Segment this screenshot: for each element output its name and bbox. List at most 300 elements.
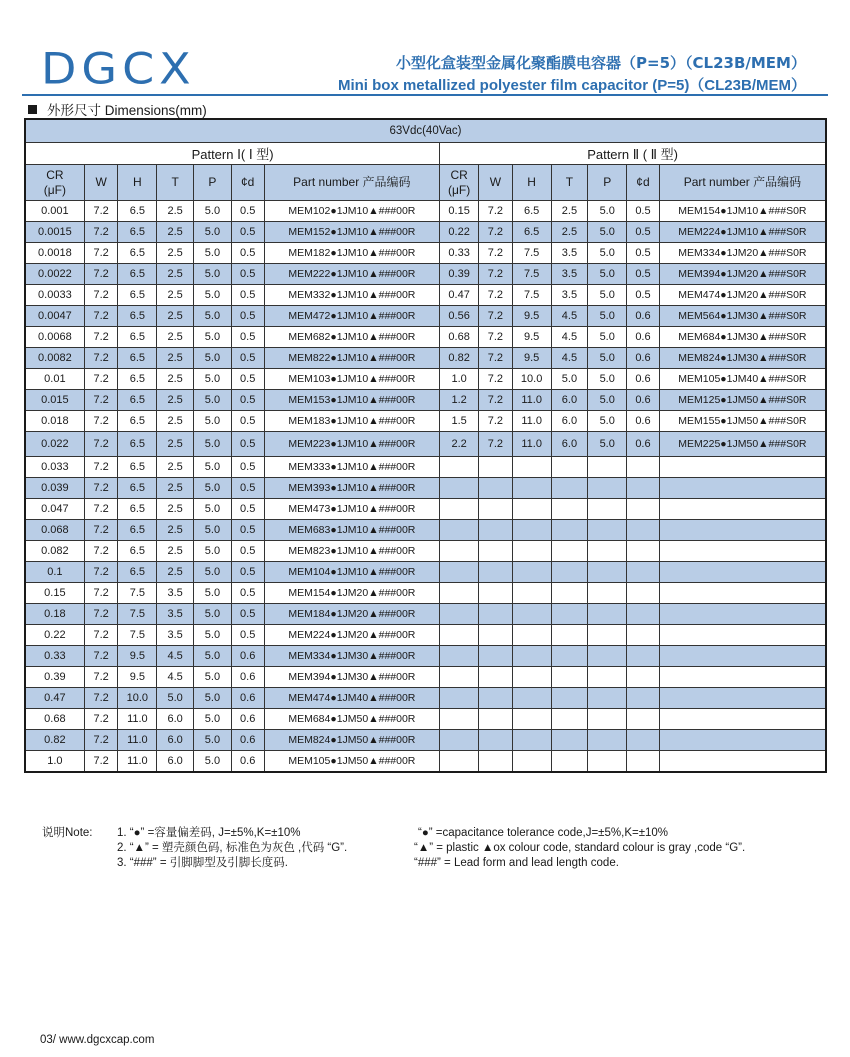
table-cell <box>551 520 588 541</box>
header-divider <box>22 94 828 96</box>
table-cell: 7.2 <box>84 348 118 369</box>
part-number-cell <box>659 709 826 730</box>
page-title-chinese: 小型化盒装型金属化聚酯膜电容器（P=5）（CL23B/MEM） <box>396 54 806 72</box>
table-cell: 11.0 <box>512 411 551 432</box>
table-cell <box>479 604 513 625</box>
table-cell: 5.0 <box>588 369 627 390</box>
table-cell: 3.5 <box>157 583 194 604</box>
table-cell <box>551 751 588 772</box>
table-cell: 7.2 <box>479 390 513 411</box>
table-cell: 0.0022 <box>25 264 84 285</box>
table-cell: 6.0 <box>551 432 588 457</box>
table-cell: 6.5 <box>118 432 157 457</box>
table-cell <box>588 667 627 688</box>
table-cell <box>627 646 660 667</box>
column-header-part-number: Part number 产品编码 <box>659 165 826 201</box>
page-title-english: Mini box metallized polyester film capacitor (P=5)（CL23B/MEM） <box>337 77 806 94</box>
table-cell: 5.0 <box>194 327 232 348</box>
table-cell: 9.5 <box>118 646 157 667</box>
part-number-cell: MEM684●1JM50▲###00R <box>264 709 440 730</box>
table-cell: 2.5 <box>157 520 194 541</box>
table-row <box>25 348 826 369</box>
table-cell: 0.6 <box>627 411 660 432</box>
table-cell <box>440 478 479 499</box>
table-cell <box>512 604 551 625</box>
table-cell: 6.0 <box>157 709 194 730</box>
table-cell: 2.5 <box>157 306 194 327</box>
table-cell: 4.5 <box>551 306 588 327</box>
table-cell: 5.0 <box>194 201 232 222</box>
table-cell: 6.5 <box>118 369 157 390</box>
table-cell: 11.0 <box>118 709 157 730</box>
table-cell: 6.5 <box>118 541 157 562</box>
column-header-d: ¢d <box>627 165 660 201</box>
table-cell: 5.0 <box>588 432 627 457</box>
table-cell: 7.2 <box>84 562 118 583</box>
table-cell: 7.2 <box>479 327 513 348</box>
table-cell: 5.0 <box>194 222 232 243</box>
table-cell: 5.0 <box>194 520 232 541</box>
table-cell: 0.5 <box>231 306 264 327</box>
table-cell: 7.5 <box>118 604 157 625</box>
table-cell: 5.0 <box>588 222 627 243</box>
part-number-cell: MEM824●1JM30▲###S0R <box>659 348 826 369</box>
part-number-cell <box>659 562 826 583</box>
part-number-cell <box>659 751 826 772</box>
table-cell: 0.001 <box>25 201 84 222</box>
table-cell: 5.0 <box>588 201 627 222</box>
table-cell <box>440 730 479 751</box>
part-number-cell: MEM472●1JM10▲###00R <box>264 306 440 327</box>
table-cell <box>627 541 660 562</box>
table-cell: 7.2 <box>84 646 118 667</box>
part-number-cell: MEM473●1JM10▲###00R <box>264 499 440 520</box>
table-cell: 0.22 <box>440 222 479 243</box>
table-cell: 5.0 <box>194 457 232 478</box>
table-cell: 0.15 <box>25 583 84 604</box>
table-cell: 6.0 <box>551 411 588 432</box>
table-cell: 7.2 <box>84 667 118 688</box>
table-cell: 0.33 <box>440 243 479 264</box>
part-number-cell: MEM105●1JM50▲###00R <box>264 751 440 772</box>
table-cell: 0.047 <box>25 499 84 520</box>
table-cell: 5.0 <box>194 646 232 667</box>
table-row <box>25 541 826 562</box>
table-cell: 0.5 <box>231 604 264 625</box>
part-number-cell <box>659 499 826 520</box>
table-cell: 0.39 <box>440 264 479 285</box>
part-number-cell: MEM683●1JM10▲###00R <box>264 520 440 541</box>
table-cell: 0.6 <box>627 327 660 348</box>
table-cell: 0.5 <box>627 264 660 285</box>
table-row <box>25 667 826 688</box>
part-number-cell: MEM334●1JM30▲###00R <box>264 646 440 667</box>
table-cell: 2.5 <box>157 457 194 478</box>
table-cell: 5.0 <box>588 264 627 285</box>
table-cell: 7.2 <box>84 541 118 562</box>
table-cell: 9.5 <box>512 306 551 327</box>
table-row <box>25 201 826 222</box>
pattern-2-header: Pattern Ⅱ ( Ⅱ 型) <box>440 143 826 165</box>
table-cell <box>551 562 588 583</box>
table-cell: 2.5 <box>157 264 194 285</box>
table-row <box>25 457 826 478</box>
table-cell: 0.022 <box>25 432 84 457</box>
table-cell <box>440 709 479 730</box>
table-cell: 0.22 <box>25 625 84 646</box>
table-cell: 0.5 <box>231 499 264 520</box>
table-cell: 0.5 <box>231 541 264 562</box>
table-cell: 5.0 <box>194 688 232 709</box>
note-en-3: “###” = Lead form and lead length code. <box>414 857 619 869</box>
table-cell: 4.5 <box>157 667 194 688</box>
table-cell: 0.0018 <box>25 243 84 264</box>
table-cell: 0.6 <box>627 432 660 457</box>
part-number-cell: MEM223●1JM10▲###00R <box>264 432 440 457</box>
table-cell <box>588 730 627 751</box>
column-header-w: W <box>479 165 513 201</box>
table-cell: 2.5 <box>551 201 588 222</box>
table-row <box>25 306 826 327</box>
table-cell: 2.5 <box>157 390 194 411</box>
table-cell: 3.5 <box>551 264 588 285</box>
table-cell: 0.033 <box>25 457 84 478</box>
table-cell: 7.2 <box>84 751 118 772</box>
table-cell <box>627 583 660 604</box>
table-cell <box>479 688 513 709</box>
table-cell: 10.0 <box>118 688 157 709</box>
table-cell <box>551 667 588 688</box>
table-cell <box>440 562 479 583</box>
table-cell: 7.2 <box>84 583 118 604</box>
table-cell <box>512 730 551 751</box>
table-cell: 7.2 <box>479 306 513 327</box>
table-cell <box>512 520 551 541</box>
table-cell: 5.0 <box>194 243 232 264</box>
table-cell <box>588 625 627 646</box>
note-en-1: “●” =capacitance tolerance code,J=±5%,K=±10% <box>418 827 669 839</box>
table-cell <box>588 751 627 772</box>
table-cell: 0.0068 <box>25 327 84 348</box>
column-header-h: H <box>118 165 157 201</box>
table-cell: 2.5 <box>157 348 194 369</box>
table-cell: 7.2 <box>84 201 118 222</box>
table-cell: 0.1 <box>25 562 84 583</box>
table-cell: 5.0 <box>194 604 232 625</box>
table-cell <box>551 646 588 667</box>
table-cell <box>479 562 513 583</box>
table-cell: 0.5 <box>627 243 660 264</box>
table-cell <box>627 457 660 478</box>
table-cell: 0.47 <box>25 688 84 709</box>
table-cell <box>627 751 660 772</box>
table-cell: 7.2 <box>479 243 513 264</box>
part-number-cell: MEM183●1JM10▲###00R <box>264 411 440 432</box>
table-cell <box>627 562 660 583</box>
note-cn-1: 1. “●” =容量偏差码, J=±5%,K=±10% <box>117 827 301 839</box>
table-cell: 2.5 <box>551 222 588 243</box>
table-cell <box>440 667 479 688</box>
table-cell <box>512 751 551 772</box>
table-cell: 0.0082 <box>25 348 84 369</box>
table-cell <box>440 604 479 625</box>
table-cell: 0.5 <box>231 625 264 646</box>
table-cell: 0.6 <box>627 369 660 390</box>
table-cell <box>512 688 551 709</box>
table-cell: 2.2 <box>440 432 479 457</box>
table-cell: 5.0 <box>194 306 232 327</box>
table-cell: 5.0 <box>194 411 232 432</box>
table-row <box>25 327 826 348</box>
part-number-cell: MEM225●1JM50▲###S0R <box>659 432 826 457</box>
table-cell: 11.0 <box>118 730 157 751</box>
table-cell: 6.5 <box>512 201 551 222</box>
table-cell: 0.5 <box>231 327 264 348</box>
section-heading <box>28 99 207 119</box>
part-number-cell <box>659 667 826 688</box>
table-cell <box>588 709 627 730</box>
table-cell: 1.0 <box>25 751 84 772</box>
table-cell <box>479 478 513 499</box>
table-cell <box>551 604 588 625</box>
company-logo: DGCX <box>41 44 196 94</box>
column-header-part-number: Part number 产品编码 <box>264 165 440 201</box>
table-cell: 5.0 <box>194 583 232 604</box>
table-cell: 5.0 <box>194 369 232 390</box>
table-cell: 2.5 <box>157 201 194 222</box>
table-cell <box>479 457 513 478</box>
part-number-cell: MEM224●1JM10▲###S0R <box>659 222 826 243</box>
part-number-cell: MEM182●1JM10▲###00R <box>264 243 440 264</box>
table-cell <box>588 457 627 478</box>
table-cell: 7.2 <box>479 432 513 457</box>
table-cell: 6.5 <box>118 243 157 264</box>
table-cell <box>627 667 660 688</box>
pattern-1-header: Pattern Ⅰ( Ⅰ 型) <box>25 143 440 165</box>
part-number-cell: MEM824●1JM50▲###00R <box>264 730 440 751</box>
part-number-cell <box>659 646 826 667</box>
table-cell <box>551 709 588 730</box>
table-cell: 1.0 <box>440 369 479 390</box>
table-cell <box>551 730 588 751</box>
notes-label: 说明Note: <box>42 827 93 839</box>
table-cell: 7.2 <box>84 306 118 327</box>
table-cell: 0.082 <box>25 541 84 562</box>
table-cell <box>512 646 551 667</box>
table-cell <box>588 688 627 709</box>
table-cell: 5.0 <box>194 264 232 285</box>
part-number-cell <box>659 583 826 604</box>
square-bullet-icon <box>28 105 37 114</box>
part-number-cell: MEM332●1JM10▲###00R <box>264 285 440 306</box>
table-cell: 2.5 <box>157 478 194 499</box>
table-cell: 7.2 <box>84 411 118 432</box>
table-row <box>25 243 826 264</box>
table-row <box>25 264 826 285</box>
table-cell <box>479 541 513 562</box>
table-cell: 7.2 <box>479 201 513 222</box>
table-cell: 5.0 <box>194 667 232 688</box>
table-cell: 0.5 <box>627 285 660 306</box>
table-row <box>25 751 826 772</box>
table-cell: 5.0 <box>588 243 627 264</box>
table-cell: 11.0 <box>512 432 551 457</box>
table-cell <box>627 499 660 520</box>
table-cell: 0.6 <box>231 730 264 751</box>
table-cell: 2.5 <box>157 285 194 306</box>
table-cell: 7.2 <box>84 499 118 520</box>
column-header-cr: CR (μF) <box>25 165 84 201</box>
table-cell: 0.33 <box>25 646 84 667</box>
part-number-cell: MEM155●1JM50▲###S0R <box>659 411 826 432</box>
table-cell <box>588 583 627 604</box>
table-cell: 5.0 <box>194 390 232 411</box>
table-cell: 3.5 <box>551 285 588 306</box>
part-number-cell <box>659 457 826 478</box>
table-cell: 6.5 <box>118 264 157 285</box>
table-cell <box>551 583 588 604</box>
table-cell: 7.2 <box>479 369 513 390</box>
table-cell: 5.0 <box>588 348 627 369</box>
part-number-cell: MEM154●1JM20▲###00R <box>264 583 440 604</box>
table-cell: 0.0015 <box>25 222 84 243</box>
table-cell: 0.5 <box>231 411 264 432</box>
table-cell: 5.0 <box>551 369 588 390</box>
table-cell <box>627 730 660 751</box>
table-cell: 3.5 <box>551 243 588 264</box>
table-cell <box>551 541 588 562</box>
table-cell <box>551 478 588 499</box>
column-header-t: T <box>551 165 588 201</box>
table-cell: 4.5 <box>551 348 588 369</box>
table-row <box>25 285 826 306</box>
table-cell <box>479 625 513 646</box>
table-cell: 5.0 <box>194 709 232 730</box>
table-cell: 0.5 <box>231 478 264 499</box>
table-cell: 0.6 <box>231 646 264 667</box>
table-cell <box>479 709 513 730</box>
table-cell: 9.5 <box>512 348 551 369</box>
part-number-cell: MEM682●1JM10▲###00R <box>264 327 440 348</box>
part-number-cell: MEM154●1JM10▲###S0R <box>659 201 826 222</box>
table-cell: 0.015 <box>25 390 84 411</box>
part-number-cell: MEM104●1JM10▲###00R <box>264 562 440 583</box>
table-cell: 0.5 <box>231 432 264 457</box>
table-cell: 2.5 <box>157 411 194 432</box>
table-cell: 6.5 <box>118 390 157 411</box>
part-number-cell: MEM474●1JM40▲###00R <box>264 688 440 709</box>
table-cell <box>588 541 627 562</box>
table-row <box>25 478 826 499</box>
table-cell: 7.2 <box>84 432 118 457</box>
table-cell: 2.5 <box>157 243 194 264</box>
part-number-cell: MEM125●1JM50▲###S0R <box>659 390 826 411</box>
part-number-cell <box>659 604 826 625</box>
table-row <box>25 222 826 243</box>
table-cell: 6.5 <box>118 562 157 583</box>
dimensions-table <box>24 118 827 773</box>
table-cell: 7.2 <box>479 285 513 306</box>
table-cell: 5.0 <box>588 390 627 411</box>
part-number-cell: MEM393●1JM10▲###00R <box>264 478 440 499</box>
table-cell: 6.5 <box>118 306 157 327</box>
part-number-cell: MEM333●1JM10▲###00R <box>264 457 440 478</box>
table-cell: 0.6 <box>627 348 660 369</box>
table-row <box>25 432 826 457</box>
table-cell: 0.5 <box>231 222 264 243</box>
table-cell <box>440 646 479 667</box>
table-cell <box>479 730 513 751</box>
table-cell: 0.01 <box>25 369 84 390</box>
table-cell: 0.5 <box>231 390 264 411</box>
table-cell: 7.2 <box>84 390 118 411</box>
voltage-rating: 63Vdc(40Vac) <box>25 119 826 143</box>
part-number-cell: MEM102●1JM10▲###00R <box>264 201 440 222</box>
table-cell <box>479 583 513 604</box>
table-row <box>25 499 826 520</box>
table-cell <box>512 583 551 604</box>
table-cell <box>551 499 588 520</box>
table-cell: 7.2 <box>84 457 118 478</box>
column-header-h: H <box>512 165 551 201</box>
table-cell: 3.5 <box>157 604 194 625</box>
section-title: 外形尺寸 Dimensions(mm) <box>47 103 207 118</box>
table-cell: 10.0 <box>512 369 551 390</box>
part-number-cell: MEM474●1JM20▲###S0R <box>659 285 826 306</box>
table-cell: 0.82 <box>25 730 84 751</box>
note-en-2: “▲” = plastic ▲ox colour code, standard colour is gray ,code “G”. <box>414 842 746 854</box>
table-cell: 9.5 <box>118 667 157 688</box>
table-cell: 6.5 <box>118 499 157 520</box>
table-row <box>25 520 826 541</box>
part-number-cell: MEM564●1JM30▲###S0R <box>659 306 826 327</box>
column-header-p: P <box>194 165 232 201</box>
table-cell: 6.5 <box>118 285 157 306</box>
table-cell <box>440 751 479 772</box>
table-cell <box>627 520 660 541</box>
table-cell: 7.2 <box>84 369 118 390</box>
table-cell: 6.5 <box>118 222 157 243</box>
table-cell: 7.2 <box>479 264 513 285</box>
table-cell: 0.56 <box>440 306 479 327</box>
table-cell <box>627 604 660 625</box>
table-cell: 2.5 <box>157 369 194 390</box>
table-cell: 5.0 <box>194 348 232 369</box>
table-cell: 7.2 <box>84 327 118 348</box>
table-cell: 5.0 <box>588 285 627 306</box>
note-cn-2: 2. “▲” = 塑壳颜色码, 标准色为灰色 ,代码 “G”. <box>117 842 348 854</box>
table-cell: 1.5 <box>440 411 479 432</box>
table-cell: 0.5 <box>627 201 660 222</box>
table-cell: 0.5 <box>231 457 264 478</box>
table-cell: 7.2 <box>84 709 118 730</box>
part-number-cell <box>659 730 826 751</box>
table-cell: 11.0 <box>512 390 551 411</box>
table-cell: 0.6 <box>231 751 264 772</box>
part-number-cell <box>659 541 826 562</box>
table-cell <box>627 688 660 709</box>
part-number-cell <box>659 625 826 646</box>
column-header-p: P <box>588 165 627 201</box>
table-row <box>25 709 826 730</box>
table-cell: 0.039 <box>25 478 84 499</box>
table-cell: 5.0 <box>194 432 232 457</box>
column-header-w: W <box>84 165 118 201</box>
part-number-cell: MEM684●1JM30▲###S0R <box>659 327 826 348</box>
table-cell: 0.15 <box>440 201 479 222</box>
table-cell: 7.2 <box>84 264 118 285</box>
table-cell: 7.2 <box>84 520 118 541</box>
